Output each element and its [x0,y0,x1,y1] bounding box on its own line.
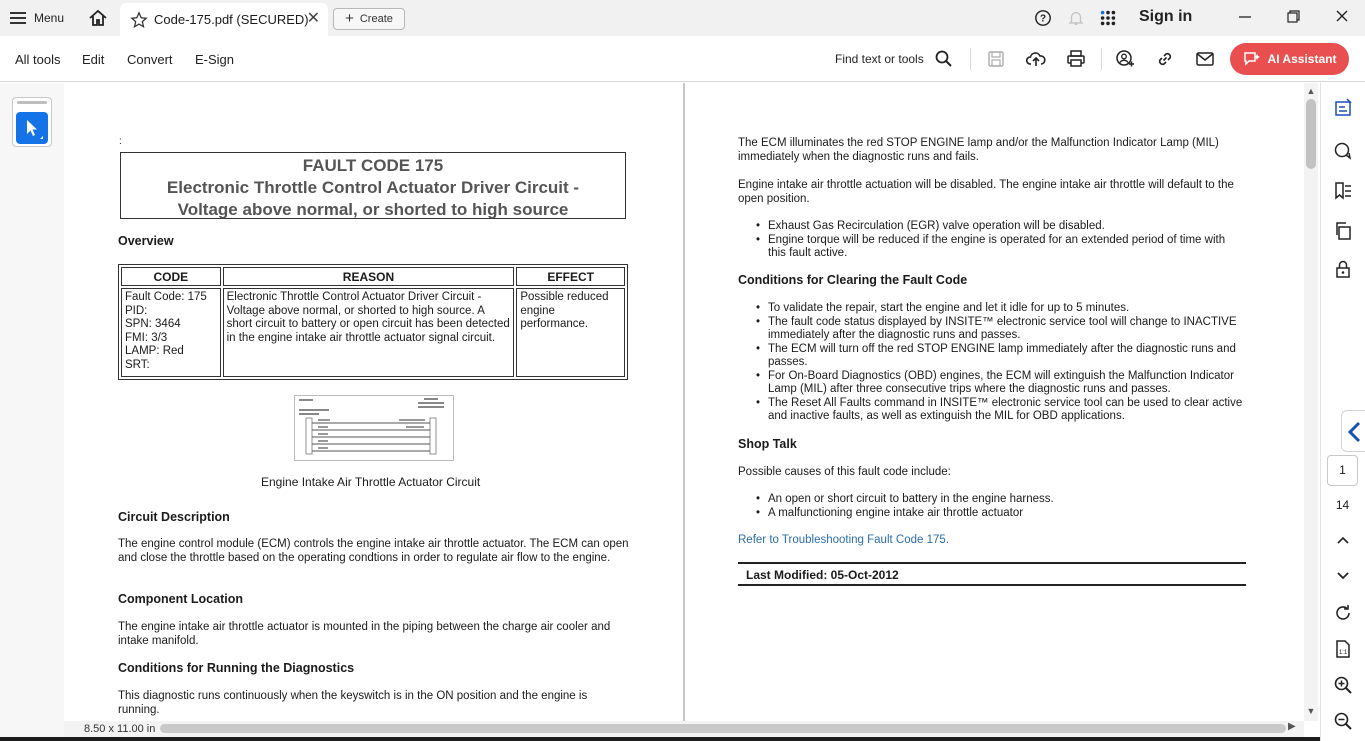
main-toolbar [0,36,1365,82]
cursor-arrow-icon [16,112,48,144]
throttle-default-text: Engine intake air throttle actuation will be disabled. The engine intake air throttle will default to the open position. [738,179,1234,205]
causes-list [738,493,1228,520]
wiring-diagram-image [294,395,454,461]
overview-heading: Overview [118,234,174,248]
reason-cell: Electronic Throttle Control Actuator Driver Circuit - Voltage above normal, or shorted to high source. A short circuit to battery or open circuit has been detected in the engine intake air throttle actuator signal circuit. [223,288,515,377]
search-icon[interactable] [934,49,954,69]
running-diagnostics-text: This diagnostic runs continuously when the keyswitch is in the ON position and the engine is running. [118,690,588,716]
circuit-description-text: The engine control module (ECM) controls the engine intake air throttle actuator. The ECM can open and close the throttle based on the operating condtions in order to regulate air flow to the engine. [118,538,629,564]
table-row [121,288,625,377]
left-tool-rail [0,83,64,741]
ecm-lamp-text: The ECM illuminates the red STOP ENGINE lamp and/or the Malfunction Indicator Lamp (MIL) immediately when the diagnostic runs and fails. [738,137,1219,163]
list-item: • The fault code status displayed by INSITE™ electronic service tool will change to INACTIVE immediately after the diagnostic runs and passes. [738,316,1248,343]
print-icon[interactable] [1066,49,1086,69]
edit-menu[interactable]: Edit [82,52,105,67]
fault-title-line3: Voltage above normal, or shorted to high source [177,200,569,219]
code-line: SRT: [125,358,150,371]
menu-label: Menu [34,11,65,25]
comment-icon[interactable] [1333,141,1353,161]
list-item: • An open or short circuit to battery in the engine harness. [738,493,1228,507]
clearing-heading: Conditions for Clearing the Fault Code [738,273,968,287]
list-item: • The Reset All Faults command in INSITE™ electronic service tool can be used to clear active and inactive faults, as well as extinguish the MIL for OBD applications. [738,397,1248,424]
page-number-input[interactable]: 1 [1327,455,1358,486]
create-label: Create [359,13,393,25]
list-item: • For On-Board Diagnostics (OBD) engines, the ECM will extinguish the Malfunction Indicator Lamp (MIL) after three consecutive trips where the diagnostic runs and passes. [738,370,1248,397]
last-modified: Last Modified: 05-Oct-2012 [738,562,1246,586]
close-tab-icon[interactable]: ✕ [306,10,320,27]
save-icon[interactable] [986,49,1006,69]
ai-assistant-button[interactable] [1230,43,1349,75]
zoom-in-icon[interactable] [1333,675,1353,695]
restore-icon[interactable] [1281,6,1305,28]
page-fit-icon[interactable] [1333,639,1353,659]
fault-code-title: FAULT CODE 175 [302,156,444,175]
code-line: FMI: 3/3 [125,331,168,344]
tab-title: Code-175.pdf (SECURED) [154,12,309,27]
bookmark-icon[interactable] [1333,181,1353,201]
collapse-panel-button[interactable] [1341,410,1365,452]
create-button[interactable] [333,8,405,30]
title-bar [0,0,1365,36]
list-item: • A malfunctioning engine intake air throttle actuator [738,507,1228,521]
page-divider [683,83,685,721]
ai-assistant-label: AI Assistant [1267,52,1337,66]
select-tool-button[interactable] [16,112,48,144]
apps-grid-icon[interactable] [1099,9,1117,27]
code-line: SPN: 3464 [125,318,181,330]
diagram-caption: Engine Intake Air Throttle Actuator Circuit [261,475,481,489]
zoom-out-icon[interactable] [1333,711,1353,731]
upload-cloud-icon[interactable] [1026,49,1046,69]
code-cell [121,288,221,377]
convert-menu[interactable]: Convert [127,52,173,67]
scroll-right-icon[interactable]: ▶ [1288,721,1296,732]
fault-title-box [120,152,626,219]
drag-handle[interactable] [17,101,47,104]
svg-text:?: ? [1039,13,1047,25]
scroll-thumb[interactable] [1306,99,1316,169]
code-line: PID: [125,304,148,317]
email-icon[interactable] [1195,49,1215,69]
list-item: • Exhaust Gas Recirculation (EGR) valve operation will be disabled. [738,220,1228,234]
chevron-left-icon [1342,411,1365,453]
list-item: • Engine torque will be reduced if the engine is operated for an extended period of time with this fault active. [738,234,1228,261]
table-header-row [121,267,625,286]
toolbar-divider [1101,48,1102,70]
svg-text:1:1: 1:1 [1338,650,1348,656]
effect-cell: Possible reduced engine performance. [516,288,625,377]
close-window-icon[interactable] [1330,6,1354,28]
esign-menu[interactable]: E-Sign [195,52,235,67]
ai-chat-icon [1243,51,1261,67]
list-item: • The ECM will turn off the red STOP ENGINE lamp immediately after the diagnostic runs and passes. [738,343,1248,370]
document-tab[interactable] [120,3,328,36]
chevron-up-icon[interactable] [1333,530,1353,550]
vertical-scrollbar[interactable] [1304,83,1318,721]
code-line: Fault Code: 175 [125,291,207,303]
column-header: EFFECT [516,267,625,286]
menu-button[interactable] [10,7,64,29]
total-pages: 14 [1335,498,1350,512]
troubleshooting-link[interactable]: Refer to Troubleshooting Fault Code 175. [738,534,949,546]
scroll-up-icon[interactable]: ▲ [1306,86,1316,96]
link-icon[interactable] [1155,49,1175,69]
plus-icon: + [345,10,354,27]
lock-icon[interactable] [1333,259,1353,279]
clearing-list [738,302,1248,424]
page-size-label: 8.50 x 11.00 in [84,723,156,735]
star-icon[interactable] [130,11,148,29]
minimize-icon[interactable] [1233,6,1257,28]
horizontal-scrollbar[interactable] [64,721,1304,737]
share-user-icon[interactable] [1115,49,1135,69]
circuit-description-heading: Circuit Description [118,510,230,524]
chevron-down-icon[interactable] [1333,565,1353,585]
list-item: • To validate the repair, start the engine and let it idle for up to 5 minutes. [738,302,1248,316]
horizontal-scroll-thumb[interactable] [160,724,1286,733]
page-mark: : [119,136,122,147]
scroll-down-icon[interactable]: ▼ [1306,706,1316,716]
rotate-icon[interactable] [1333,603,1353,623]
toolbar-divider [970,48,971,70]
all-tools-menu[interactable]: All tools [15,52,61,67]
edit-text-icon[interactable] [1333,98,1353,118]
column-header: CODE [121,267,221,286]
shop-talk-heading: Shop Talk [738,437,797,451]
taskbar-edge [0,737,1365,741]
effects-list [738,220,1228,261]
component-location-heading: Component Location [118,592,243,606]
bell-icon[interactable] [1067,9,1085,27]
sign-in-button[interactable]: Sign in [1139,8,1193,25]
hamburger-icon [10,12,26,24]
column-header: REASON [223,267,515,286]
running-diagnostics-heading: Conditions for Running the Diagnostics [118,661,355,675]
shop-talk-intro: Possible causes of this fault code include: [738,466,951,478]
find-text-input[interactable]: Find text or tools [835,52,924,66]
component-location-text: The engine intake air throttle actuator is mounted in the piping between the charge air cooler and intake manifold. [118,621,611,647]
quick-tools-panel [12,97,52,147]
fault-title-line2: Electronic Throttle Control Actuator Driver Circuit - [166,178,580,197]
document-view [64,83,1304,721]
copy-pages-icon[interactable] [1333,221,1353,241]
fault-table [118,264,628,380]
code-line: LAMP: Red [125,345,184,357]
home-icon[interactable] [88,8,108,28]
help-icon[interactable] [1034,9,1052,27]
